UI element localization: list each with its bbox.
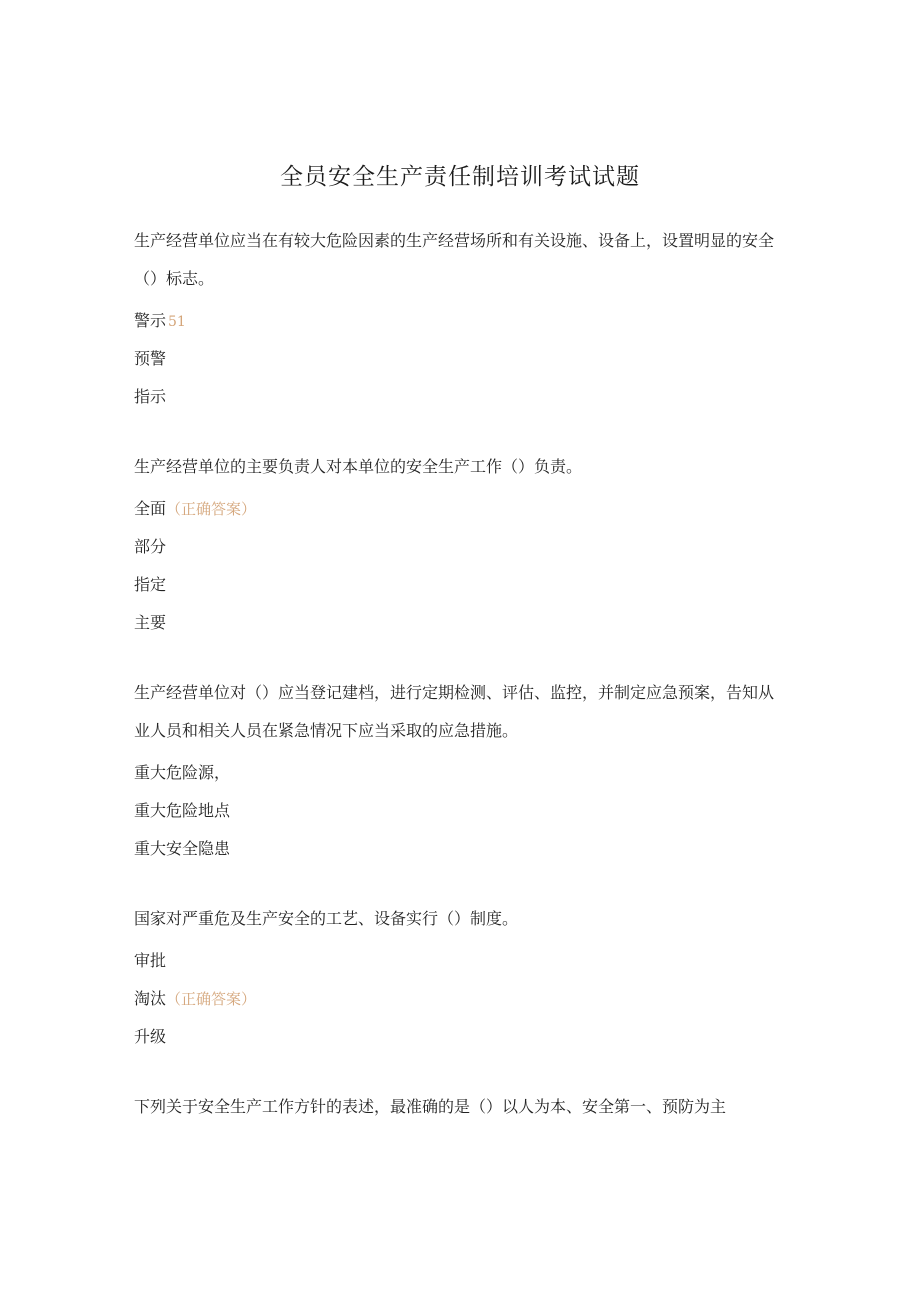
option-label: 全面: [134, 499, 167, 518]
option-label: 部分: [134, 537, 167, 556]
option-label: 重大危险源，: [134, 763, 231, 782]
option-label: 升级: [134, 1027, 167, 1046]
option-item: [134, 490, 784, 528]
option-label: 重大安全隐患: [134, 839, 231, 858]
option-label: 预警: [134, 349, 167, 368]
question-2: [134, 448, 784, 642]
option-item: [134, 942, 784, 980]
option-item: [134, 754, 784, 792]
option-item: [134, 792, 784, 830]
option-label: 主要: [134, 613, 167, 632]
option-label: 指示: [134, 387, 167, 406]
question-text: 生产经营单位应当在有较大危险因素的生产经营场所和有关设施、设备上，设置明显的安全（）标志。: [134, 231, 775, 288]
question-5: [134, 1088, 784, 1126]
question-text: 生产经营单位对（）应当登记建档，进行定期检测、评估、监控，并制定应急预案，告知从业人员和相关人员在紧急情况下应当采取的应急措施。: [134, 683, 775, 740]
page-title: 全员安全生产责任制培训考试试题: [280, 164, 640, 190]
option-item: [134, 980, 784, 1018]
question-1: [134, 222, 784, 416]
correct-answer-note: （正确答案）: [166, 990, 257, 1008]
option-item: [134, 340, 784, 378]
question-3: [134, 674, 784, 868]
question-4: [134, 900, 784, 1056]
question-text: 国家对严重危及生产安全的工艺、设备实行（）制度。: [134, 909, 519, 928]
question-list: [134, 222, 784, 1158]
option-item: [134, 604, 784, 642]
question-text: 生产经营单位的主要负责人对本单位的安全生产工作（）负责。: [134, 457, 583, 476]
option-item: [134, 1018, 784, 1056]
option-label: 审批: [134, 951, 167, 970]
option-item: [134, 378, 784, 416]
option-label: 警示: [134, 311, 167, 330]
option-label: 淘汰: [134, 989, 167, 1008]
option-label: 指定: [134, 575, 167, 594]
option-item: [134, 528, 784, 566]
option-note: 51: [168, 314, 186, 330]
option-item: [134, 302, 784, 340]
question-text: 下列关于安全生产工作方针的表述，最准确的是（）以人为本、安全第一、预防为主: [134, 1097, 727, 1116]
option-item: [134, 566, 784, 604]
option-label: 重大危险地点: [134, 801, 231, 820]
option-item: [134, 830, 784, 868]
correct-answer-note: （正确答案）: [166, 500, 257, 518]
